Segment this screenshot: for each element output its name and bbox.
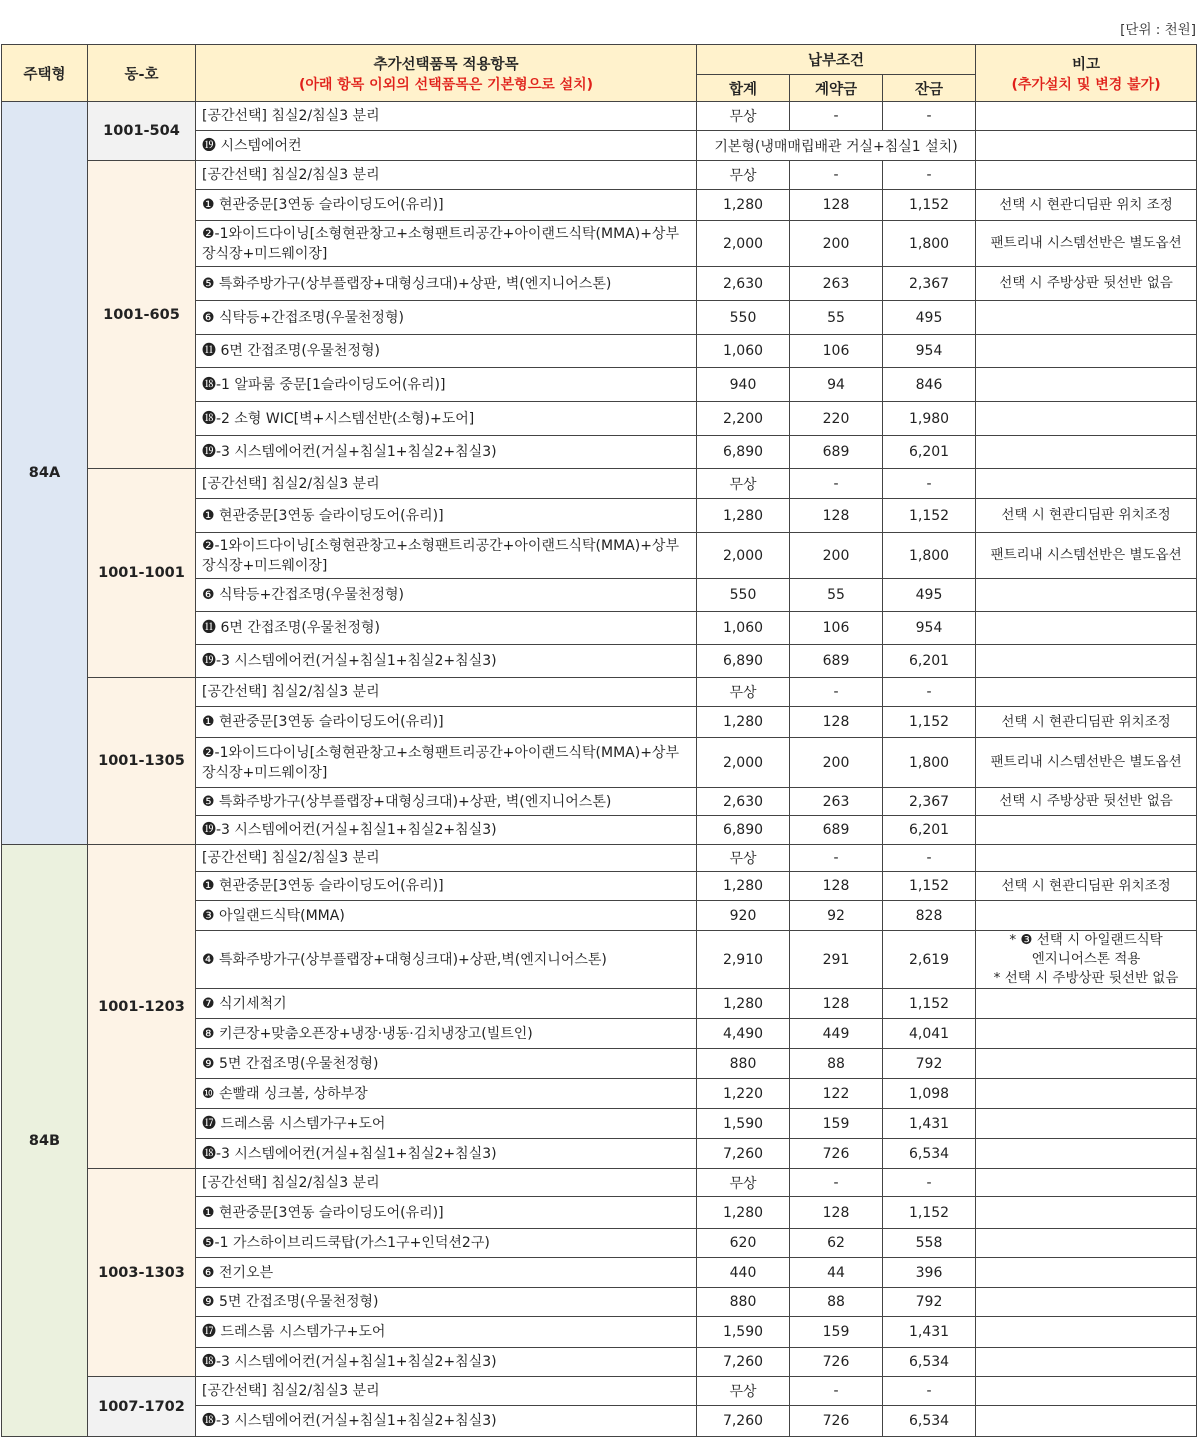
balance-cell: 1,431 (883, 1109, 976, 1139)
option-item-cell: ⓲-3 시스템에어컨(거실+침실1+침실2+침실3) (196, 1139, 697, 1169)
remark-cell (976, 989, 1197, 1019)
remark-cell (976, 1406, 1197, 1437)
contract-cell: 726 (790, 1406, 883, 1437)
remark-cell (976, 1109, 1197, 1139)
total-cell: 1,060 (697, 612, 790, 645)
total-cell: 6,890 (697, 645, 790, 678)
total-cell: 7,260 (697, 1406, 790, 1437)
option-item-cell: ❷-1와이드다이닝[소형현관창고+소형팬트리공간+아이랜드식탁(MMA)+상부장식장+미드웨이장] (196, 221, 697, 267)
contract-cell: 200 (790, 221, 883, 267)
option-item-cell: ❷-1와이드다이닝[소형현관창고+소형팬트리공간+아이랜드식탁(MMA)+상부장식장+미드웨이장] (196, 533, 697, 579)
remark-cell (976, 131, 1197, 161)
dong-ho-cell: 1001-1001 (88, 469, 196, 678)
remark-cell (976, 845, 1197, 872)
table-row (2, 678, 1197, 707)
total-cell: 1,280 (697, 989, 790, 1019)
remark-cell (976, 102, 1197, 131)
dong-ho-cell: 1007-1702 (88, 1377, 196, 1437)
total-cell: 550 (697, 301, 790, 335)
option-item-cell: ❹ 특화주방가구(상부플랩장+대형싱크대)+상판,벽(엔지니어스톤) (196, 931, 697, 989)
remark-cell (976, 368, 1197, 402)
total-cell: 1,280 (697, 872, 790, 901)
option-item-cell: ⓱ 드레스룸 시스템가구+도어 (196, 1317, 697, 1348)
header-items (196, 45, 697, 102)
total-cell: 4,490 (697, 1019, 790, 1049)
contract-cell: 128 (790, 1197, 883, 1229)
balance-cell: 1,152 (883, 989, 976, 1019)
total-cell: 1,590 (697, 1109, 790, 1139)
remark-cell (976, 612, 1197, 645)
balance-cell: 4,041 (883, 1019, 976, 1049)
header-remarks-title: 비고 (1072, 56, 1101, 73)
option-item-cell: ❺ 특화주방가구(상부플랩장+대형싱크대)+상판, 벽(엔지니어스톤) (196, 267, 697, 301)
balance-cell: 1,152 (883, 872, 976, 901)
balance-cell: 396 (883, 1258, 976, 1288)
balance-cell: 792 (883, 1049, 976, 1079)
option-item-cell: ⓲-1 알파룸 중문[1슬라이딩도어(유리)] (196, 368, 697, 402)
dong-ho-cell: 1001-605 (88, 161, 196, 469)
total-cell: 2,000 (697, 738, 790, 788)
contract-cell: 200 (790, 738, 883, 788)
remark-cell: 선택 시 현관디딤판 위치조정 (976, 707, 1197, 738)
contract-cell: 220 (790, 402, 883, 436)
option-item-cell: ❶ 현관중문[3연동 슬라이딩도어(유리)] (196, 499, 697, 533)
remark-cell (976, 1019, 1197, 1049)
total-cell: 무상 (697, 1169, 790, 1197)
total-cell: 무상 (697, 678, 790, 707)
dong-ho-cell: 1003-1303 (88, 1169, 196, 1377)
balance-cell: 1,152 (883, 499, 976, 533)
contract-cell: 44 (790, 1258, 883, 1288)
balance-cell: - (883, 845, 976, 872)
contract-cell: 128 (790, 989, 883, 1019)
option-item-cell: ⓫ 6면 간접조명(우물천정형) (196, 612, 697, 645)
option-item-cell: ❻ 전기오븐 (196, 1258, 697, 1288)
contract-cell: 92 (790, 901, 883, 931)
remark-cell (976, 1139, 1197, 1169)
option-item-cell: ⓲-3 시스템에어컨(거실+침실1+침실2+침실3) (196, 1348, 697, 1377)
balance-cell: 2,367 (883, 788, 976, 816)
remark-cell (976, 901, 1197, 931)
header-house-type: 주택형 (2, 45, 88, 102)
option-item-cell: ❷-1와이드다이닝[소형현관창고+소형팬트리공간+아이랜드식탁(MMA)+상부장식장+미드웨이장] (196, 738, 697, 788)
balance-cell: 2,619 (883, 931, 976, 989)
balance-cell: 1,800 (883, 533, 976, 579)
option-item-cell: ❶ 현관중문[3연동 슬라이딩도어(유리)] (196, 190, 697, 221)
balance-cell: 792 (883, 1288, 976, 1317)
total-cell: 620 (697, 1229, 790, 1258)
dong-ho-cell: 1001-1203 (88, 845, 196, 1169)
contract-cell: 94 (790, 368, 883, 402)
remark-cell (976, 1197, 1197, 1229)
balance-cell: 6,534 (883, 1348, 976, 1377)
contract-cell: 128 (790, 707, 883, 738)
contract-cell: 88 (790, 1288, 883, 1317)
contract-cell: 106 (790, 612, 883, 645)
balance-cell: 6,201 (883, 816, 976, 845)
total-cell: 2,000 (697, 533, 790, 579)
total-cell: 1,280 (697, 707, 790, 738)
option-item-cell: [공간선택] 침실2/침실3 분리 (196, 678, 697, 707)
header-total: 합계 (697, 75, 790, 102)
total-cell: 1,060 (697, 335, 790, 368)
house-type-cell: 84B (2, 845, 88, 1437)
option-item-cell: ❺ 특화주방가구(상부플랩장+대형싱크대)+상판, 벽(엔지니어스톤) (196, 788, 697, 816)
balance-cell: - (883, 678, 976, 707)
option-item-cell: ❻ 식탁등+간접조명(우물천정형) (196, 579, 697, 612)
contract-cell: 159 (790, 1317, 883, 1348)
remark-cell (976, 816, 1197, 845)
option-item-cell: ❾ 5면 간접조명(우물천정형) (196, 1288, 697, 1317)
option-item-cell: ❿ 손빨래 싱크볼, 상하부장 (196, 1079, 697, 1109)
contract-cell: 128 (790, 190, 883, 221)
total-cell: 880 (697, 1288, 790, 1317)
total-cell: 7,260 (697, 1348, 790, 1377)
option-item-cell: ❾ 5면 간접조명(우물천정형) (196, 1049, 697, 1079)
option-item-cell: ❽ 키큰장+맞춤오픈장+냉장·냉동·김치냉장고(빌트인) (196, 1019, 697, 1049)
balance-cell: 954 (883, 335, 976, 368)
header-contract: 계약금 (790, 75, 883, 102)
total-cell: 6,890 (697, 436, 790, 469)
balance-cell: 558 (883, 1229, 976, 1258)
balance-cell: 495 (883, 301, 976, 335)
total-cell: 2,910 (697, 931, 790, 989)
balance-cell: 495 (883, 579, 976, 612)
total-cell: 1,220 (697, 1079, 790, 1109)
contract-cell: - (790, 102, 883, 131)
total-cell: 880 (697, 1049, 790, 1079)
option-item-cell: ❶ 현관중문[3연동 슬라이딩도어(유리)] (196, 1197, 697, 1229)
remark-cell: 선택 시 주방상판 뒷선반 없음 (976, 788, 1197, 816)
balance-cell: 6,534 (883, 1406, 976, 1437)
balance-cell: 6,201 (883, 436, 976, 469)
balance-cell: - (883, 1377, 976, 1406)
remark-cell (976, 1229, 1197, 1258)
remark-cell (976, 402, 1197, 436)
table-body (2, 102, 1197, 1437)
header-items-title: 추가선택품목 적용항목 (373, 56, 519, 73)
house-type-cell: 84A (2, 102, 88, 845)
contract-cell: 200 (790, 533, 883, 579)
contract-cell: - (790, 469, 883, 499)
contract-cell: - (790, 1377, 883, 1406)
total-cell: 1,280 (697, 1197, 790, 1229)
total-cell: 6,890 (697, 816, 790, 845)
option-item-cell: [공간선택] 침실2/침실3 분리 (196, 102, 697, 131)
contract-cell: 106 (790, 335, 883, 368)
remark-cell (976, 645, 1197, 678)
remark-cell (976, 469, 1197, 499)
remark-cell (976, 1288, 1197, 1317)
table-row (2, 1377, 1197, 1406)
remark-cell (976, 1169, 1197, 1197)
contract-cell: 263 (790, 788, 883, 816)
total-cell: 7,260 (697, 1139, 790, 1169)
remark-cell: 선택 시 현관디딤판 위치조정 (976, 499, 1197, 533)
total-cell: 무상 (697, 102, 790, 131)
balance-cell: 954 (883, 612, 976, 645)
option-item-cell: [공간선택] 침실2/침실3 분리 (196, 161, 697, 190)
dong-ho-cell: 1001-504 (88, 102, 196, 161)
option-item-cell: [공간선택] 침실2/침실3 분리 (196, 469, 697, 499)
contract-cell: 726 (790, 1348, 883, 1377)
contract-cell: 689 (790, 436, 883, 469)
balance-cell: 1,152 (883, 190, 976, 221)
header-remarks (976, 45, 1197, 102)
total-cell: 2,200 (697, 402, 790, 436)
contract-cell: 159 (790, 1109, 883, 1139)
balance-cell: 2,367 (883, 267, 976, 301)
option-item-cell: ❸ 아일랜드식탁(MMA) (196, 901, 697, 931)
remark-cell (976, 436, 1197, 469)
contract-cell: 88 (790, 1049, 883, 1079)
total-cell: 무상 (697, 845, 790, 872)
balance-cell: 1,098 (883, 1079, 976, 1109)
total-cell: 550 (697, 579, 790, 612)
table-row (2, 845, 1197, 872)
remark-cell: 팬트리내 시스템선반은 별도옵션 (976, 738, 1197, 788)
header-balance: 잔금 (883, 75, 976, 102)
option-item-cell: ❶ 현관중문[3연동 슬라이딩도어(유리)] (196, 872, 697, 901)
contract-cell: - (790, 161, 883, 190)
total-cell: 무상 (697, 1377, 790, 1406)
balance-cell: 1,800 (883, 221, 976, 267)
contract-cell: - (790, 1169, 883, 1197)
option-item-cell: ❺-1 가스하이브리드쿡탑(가스1구+인덕션2구) (196, 1229, 697, 1258)
option-item-cell: ⓳-3 시스템에어컨(거실+침실1+침실2+침실3) (196, 645, 697, 678)
option-price-table (1, 44, 1197, 1437)
remark-cell: * ❸ 선택 시 아일랜드식탁 엔지니어스톤 적용 * 선택 시 주방상판 뒷선반 없음 (976, 931, 1197, 989)
header-payment: 납부조건 (697, 45, 976, 75)
option-item-cell: ⓳-3 시스템에어컨(거실+침실1+침실2+침실3) (196, 816, 697, 845)
contract-cell: 689 (790, 816, 883, 845)
total-cell: 무상 (697, 161, 790, 190)
remark-cell (976, 1258, 1197, 1288)
contract-cell: 291 (790, 931, 883, 989)
remark-cell (976, 161, 1197, 190)
contract-cell: 726 (790, 1139, 883, 1169)
contract-cell: 122 (790, 1079, 883, 1109)
total-cell: 440 (697, 1258, 790, 1288)
option-item-cell: ❶ 현관중문[3연동 슬라이딩도어(유리)] (196, 707, 697, 738)
remark-cell: 선택 시 주방상판 뒷선반 없음 (976, 267, 1197, 301)
option-item-cell: ⓱ 드레스룸 시스템가구+도어 (196, 1109, 697, 1139)
option-item-cell: [공간선택] 침실2/침실3 분리 (196, 1169, 697, 1197)
remark-cell (976, 678, 1197, 707)
table-row (2, 102, 1197, 131)
total-cell: 2,630 (697, 267, 790, 301)
option-item-cell: [공간선택] 침실2/침실3 분리 (196, 1377, 697, 1406)
total-cell: 2,000 (697, 221, 790, 267)
balance-cell: - (883, 102, 976, 131)
header-dong-ho: 동-호 (88, 45, 196, 102)
remark-cell (976, 301, 1197, 335)
contract-cell: - (790, 845, 883, 872)
option-item-cell: ⓳-3 시스템에어컨(거실+침실1+침실2+침실3) (196, 436, 697, 469)
remark-cell: 선택 시 현관디딤판 위치 조정 (976, 190, 1197, 221)
contract-cell: 55 (790, 301, 883, 335)
contract-cell: 449 (790, 1019, 883, 1049)
balance-cell: 828 (883, 901, 976, 931)
remark-cell (976, 1377, 1197, 1406)
remark-cell (976, 335, 1197, 368)
remark-cell (976, 1348, 1197, 1377)
option-item-cell: ❻ 식탁등+간접조명(우물천정형) (196, 301, 697, 335)
contract-cell: - (790, 678, 883, 707)
option-item-cell: ⓲-3 시스템에어컨(거실+침실1+침실2+침실3) (196, 1406, 697, 1437)
total-cell: 1,280 (697, 190, 790, 221)
contract-cell: 128 (790, 872, 883, 901)
balance-cell: - (883, 469, 976, 499)
total-cell: 1,280 (697, 499, 790, 533)
contract-cell: 55 (790, 579, 883, 612)
remark-cell: 팬트리내 시스템선반은 별도옵션 (976, 221, 1197, 267)
table-row (2, 469, 1197, 499)
balance-cell: 1,152 (883, 707, 976, 738)
remark-cell (976, 1317, 1197, 1348)
balance-cell: 6,534 (883, 1139, 976, 1169)
total-cell: 920 (697, 901, 790, 931)
dong-ho-cell: 1001-1305 (88, 678, 196, 845)
total-cell: 2,630 (697, 788, 790, 816)
remark-cell (976, 579, 1197, 612)
option-item-cell: ⓲-2 소형 WIC[벽+시스템선반(소형)+도어] (196, 402, 697, 436)
remark-cell: 선택 시 현관디딤판 위치조정 (976, 872, 1197, 901)
total-cell: 1,590 (697, 1317, 790, 1348)
contract-cell: 689 (790, 645, 883, 678)
contract-cell: 128 (790, 499, 883, 533)
contract-cell: 263 (790, 267, 883, 301)
balance-cell: - (883, 1169, 976, 1197)
remark-cell: 팬트리내 시스템선반은 별도옵션 (976, 533, 1197, 579)
total-cell: 무상 (697, 469, 790, 499)
balance-cell: 1,431 (883, 1317, 976, 1348)
remark-cell (976, 1049, 1197, 1079)
total-cell: 940 (697, 368, 790, 402)
option-item-cell: [공간선택] 침실2/침실3 분리 (196, 845, 697, 872)
table-row (2, 161, 1197, 190)
balance-cell: 6,201 (883, 645, 976, 678)
balance-cell: 1,152 (883, 1197, 976, 1229)
option-item-cell: ❼ 식기세척기 (196, 989, 697, 1019)
balance-cell: 1,800 (883, 738, 976, 788)
table-row (2, 1169, 1197, 1197)
option-item-cell: ⓳ 시스템에어컨 (196, 131, 697, 161)
option-item-cell: ⓫ 6면 간접조명(우물천정형) (196, 335, 697, 368)
header-remarks-subtitle: (추가설치 및 변경 불가) (1011, 76, 1161, 93)
balance-cell: 1,980 (883, 402, 976, 436)
unit-label: [단위 : 천원] (1120, 22, 1196, 38)
balance-cell: 846 (883, 368, 976, 402)
merged-payment-cell: 기본형(냉매매립배관 거실+침실1 설치) (697, 131, 976, 161)
contract-cell: 62 (790, 1229, 883, 1258)
remark-cell (976, 1079, 1197, 1109)
header-items-subtitle: (아래 항목 이외의 선택품목은 기본형으로 설치) (298, 76, 594, 93)
balance-cell: - (883, 161, 976, 190)
